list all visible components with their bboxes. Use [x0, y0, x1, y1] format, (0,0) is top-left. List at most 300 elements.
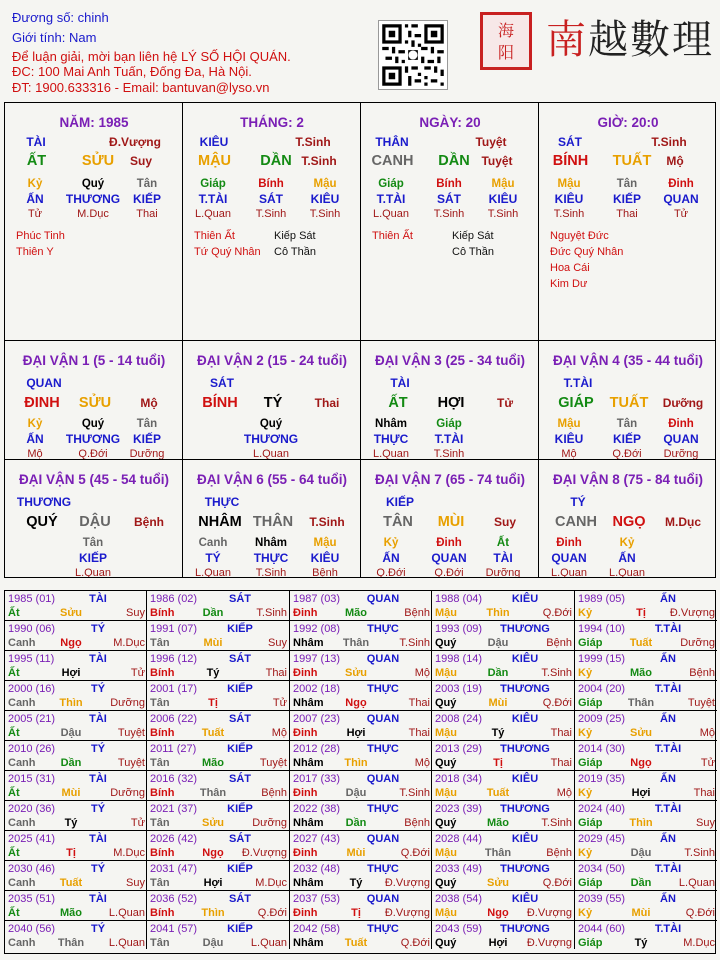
- year-label: 2001 (17): [150, 683, 198, 695]
- year-branch: Tý: [634, 937, 648, 949]
- year-state: Đ.Vượng: [526, 907, 572, 919]
- year-cell: [5, 711, 147, 741]
- dai-van-hidden-state: Q.Đới: [78, 448, 108, 460]
- year-stem: Mậu: [435, 847, 457, 859]
- dai-van-stem: CANH: [555, 514, 597, 530]
- pillar-hidden-ten-god: KIẾP: [132, 192, 161, 206]
- dai-van-branch: SỬU: [78, 395, 112, 411]
- year-ten-god: T.TÀI: [654, 923, 682, 935]
- pillar-hidden-god: THÂN: [375, 135, 409, 149]
- annual-luck-table: [4, 590, 716, 954]
- dai-van-hidden-state: Q.Đới: [434, 567, 464, 577]
- pillar-stem: MẬU: [197, 153, 232, 169]
- year-label: 2015 (31): [8, 773, 56, 785]
- year-branch: Mão: [202, 757, 224, 769]
- dai-van-hidden-stem: Tân: [82, 537, 104, 549]
- dai-van-hidden-stem: Canh: [198, 537, 228, 549]
- pillar-hidden-ten-god: SÁT: [259, 192, 283, 206]
- year-label: 2034 (50): [578, 863, 626, 875]
- svg-text:阳: 阳: [497, 43, 515, 62]
- year-branch: Mão: [60, 907, 82, 919]
- pillar-hidden-state: T.Sinh: [433, 208, 465, 220]
- year-label: 2040 (56): [8, 923, 56, 935]
- year-branch: Hợi: [488, 937, 508, 949]
- year-ten-god: TÀI: [89, 893, 107, 905]
- year-state: L.Quan: [250, 937, 287, 949]
- year-state: Q.Đới: [685, 907, 715, 919]
- year-label: 1987 (03): [293, 593, 341, 605]
- contact-line: Để luận giải, mời bạn liên hệ LÝ SỐ HỘI QUÁN.: [12, 49, 291, 64]
- year-label: 2003 (19): [435, 683, 483, 695]
- year-cell: [432, 801, 575, 831]
- year-ten-god: KIÊU: [511, 593, 539, 605]
- pillar-hidden-state: T.Sinh: [309, 208, 341, 220]
- year-ten-god: KIÊU: [511, 893, 539, 905]
- year-state: Suy: [126, 607, 145, 619]
- year-cell: [575, 921, 717, 949]
- year-state: T.Sinh: [541, 667, 572, 679]
- year-ten-god: KIẾP: [227, 743, 253, 755]
- year-cell: [575, 741, 717, 771]
- year-cell: [5, 801, 147, 831]
- year-stem: Giáp: [578, 757, 603, 769]
- year-cell: [5, 891, 147, 921]
- year-ten-god: TÝ: [90, 803, 106, 815]
- year-label: 2042 (58): [293, 923, 341, 935]
- year-state: Tuyệt: [117, 727, 145, 739]
- pillar-hidden-ten-god: SÁT: [437, 192, 461, 206]
- pillar-hidden-state: M.Dục: [77, 208, 109, 220]
- year-branch: Tị: [493, 757, 503, 769]
- year-cell: [290, 621, 432, 651]
- pillar-hidden-state: Tử: [27, 208, 43, 220]
- dai-van-branch: MÙI: [437, 514, 465, 530]
- year-state: M.Dục: [255, 877, 287, 889]
- year-ten-god: T.TÀI: [654, 743, 682, 755]
- year-state: T.Sinh: [399, 637, 430, 649]
- dai-van-hidden-stem: Tân: [136, 418, 158, 430]
- year-branch: Dần: [60, 757, 82, 769]
- year-branch: Dần: [630, 877, 652, 889]
- year-state: Bệnh: [261, 787, 287, 799]
- year-branch: Sửu: [201, 817, 225, 829]
- pillar-star: Cô Thần: [274, 246, 316, 258]
- year-label: 2028 (44): [435, 833, 483, 845]
- dai-van-branch: TÝ: [263, 395, 283, 411]
- year-branch: Dậu: [345, 787, 367, 799]
- year-stem: Ất: [8, 607, 20, 619]
- pillar-hidden-state: L.Quan: [194, 208, 232, 220]
- pillar-hidden-state: T.Sinh: [487, 208, 519, 220]
- year-ten-god: KIẾP: [227, 683, 253, 695]
- year-cell: [147, 741, 290, 771]
- year-state: Mộ: [414, 667, 430, 679]
- year-branch: Tuất: [344, 937, 368, 949]
- year-ten-god: T.TÀI: [654, 683, 682, 695]
- dai-van-hidden-stem: Quý: [81, 418, 105, 430]
- year-state: Dưỡng: [252, 817, 287, 829]
- pillar-stem: CANH: [371, 153, 414, 169]
- year-cell: [432, 741, 575, 771]
- dai-van-cell: [361, 460, 539, 577]
- dai-van-state: Tử: [496, 396, 514, 410]
- dai-van-hidden-state: T.Sinh: [255, 567, 287, 577]
- year-stem: Kỷ: [578, 607, 593, 619]
- year-cell: [147, 801, 290, 831]
- year-ten-god: KIÊU: [511, 773, 539, 785]
- dai-van-stem: QUÝ: [26, 514, 58, 530]
- dai-van-title: ĐẠI VẬN 3 (25 - 34 tuổi): [374, 353, 526, 368]
- year-cell: [5, 651, 147, 681]
- dai-van-stem: GIÁP: [558, 395, 594, 411]
- pillar-hidden-ten-god: KIÊU: [310, 192, 340, 206]
- dai-van-ten-god: THỰC: [204, 495, 240, 509]
- year-label: 2023 (39): [435, 803, 483, 815]
- dai-van-hidden-ten-god: QUAN: [431, 551, 467, 565]
- dai-van-title: ĐẠI VẬN 6 (55 - 64 tuổi): [196, 472, 348, 487]
- year-stem: Kỷ: [578, 667, 593, 679]
- year-state: Q.Đới: [257, 907, 287, 919]
- dai-van-hidden-stem: Nhâm: [375, 418, 407, 430]
- dai-van-cell: [5, 341, 183, 460]
- year-stem: Đinh: [293, 727, 318, 739]
- pillar-hidden-stem: Mậu: [313, 178, 337, 190]
- dai-van-ten-god: THƯƠNG: [16, 495, 72, 509]
- year-state: T.Sinh: [541, 817, 572, 829]
- year-state: Dưỡng: [110, 787, 145, 799]
- year-state: Bệnh: [404, 607, 430, 619]
- year-branch: Thìn: [629, 817, 653, 829]
- year-branch: Hợi: [346, 727, 366, 739]
- year-ten-god: SÁT: [229, 653, 251, 665]
- year-label: 2013 (29): [435, 743, 483, 755]
- year-branch: Mùi: [631, 907, 651, 919]
- year-label: 2038 (54): [435, 893, 483, 905]
- year-ten-god: QUAN: [366, 653, 400, 665]
- dai-van-hidden-ten-god: KIẾP: [612, 432, 641, 446]
- year-label: 1998 (14): [435, 653, 483, 665]
- dai-van-hidden-stem: Kỷ: [27, 418, 43, 430]
- year-branch: Mùi: [346, 847, 366, 859]
- year-branch: Ngọ: [345, 697, 367, 709]
- dai-van-cell: [183, 341, 361, 460]
- pillar-title: GIỜ: 20:0: [597, 115, 659, 130]
- pillar-stem: ẤT: [26, 153, 47, 169]
- year-stem: Nhâm: [293, 757, 324, 769]
- year-stem: Tân: [150, 637, 170, 649]
- year-cell: [290, 771, 432, 801]
- year-cell: [5, 591, 147, 621]
- dai-van-hidden-stem: Kỷ: [619, 537, 635, 549]
- year-cell: [147, 651, 290, 681]
- dai-van-hidden-stem: Kỷ: [383, 537, 399, 549]
- year-state: T.Sinh: [256, 607, 287, 619]
- dai-van-hidden-stem: Tân: [616, 418, 638, 430]
- year-label: 2007 (23): [293, 713, 341, 725]
- year-cell: [290, 921, 432, 949]
- year-ten-god: ẤN: [660, 893, 676, 905]
- dai-van-hidden-state: Mộ: [561, 448, 577, 460]
- pillar-hidden-god: KIÊU: [199, 135, 229, 149]
- dai-van-hidden-ten-god: THƯƠNG: [65, 432, 121, 446]
- brand-logo: [546, 16, 714, 64]
- dai-van-hidden-state: Mộ: [27, 448, 43, 460]
- pillar-star: Phúc Tinh: [16, 230, 65, 242]
- pillar-star: Kim Dư: [550, 278, 588, 290]
- dai-van-stem: TÂN: [383, 514, 413, 530]
- pillar-hidden-god: TÀI: [26, 135, 46, 149]
- year-label: 2020 (36): [8, 803, 56, 815]
- year-ten-god: TÝ: [90, 623, 106, 635]
- year-label: 2025 (41): [8, 833, 56, 845]
- year-stem: Bính: [150, 607, 175, 619]
- year-branch: Hợi: [203, 877, 223, 889]
- year-branch: Dậu: [60, 727, 82, 739]
- year-stem: Tân: [150, 937, 170, 949]
- dai-van-hidden-stem: Nhâm: [255, 537, 287, 549]
- year-state: Đ.Vượng: [669, 607, 715, 619]
- dai-van-hidden-ten-god: KIÊU: [554, 432, 584, 446]
- year-cell: [147, 921, 290, 949]
- year-cell: [147, 621, 290, 651]
- year-state: Tuyệt: [687, 697, 715, 709]
- year-ten-god: SÁT: [229, 713, 251, 725]
- year-label: 1989 (05): [578, 593, 626, 605]
- pillar-branch-state: T.Sinh: [301, 154, 337, 168]
- year-label: 1988 (04): [435, 593, 483, 605]
- year-state: Bệnh: [546, 637, 572, 649]
- year-stem: Quý: [435, 817, 457, 829]
- dai-van-hidden-ten-god: KIÊU: [310, 551, 340, 565]
- year-label: 2009 (25): [578, 713, 626, 725]
- pillar-hidden-stem: Kỷ: [27, 178, 43, 190]
- brand-first-char: 南: [546, 17, 588, 63]
- pillar-hidden-stem: Mậu: [491, 178, 515, 190]
- year-label: 1985 (01): [8, 593, 56, 605]
- year-state: Mộ: [556, 787, 572, 799]
- year-stem: Quý: [435, 637, 457, 649]
- year-cell: [290, 831, 432, 861]
- year-state: Q.Đới: [542, 697, 572, 709]
- pillar-star: Kiếp Sát: [274, 230, 316, 242]
- year-state: Thai: [408, 697, 430, 709]
- year-ten-god: KIÊU: [511, 713, 539, 725]
- year-cell: [432, 621, 575, 651]
- year-label: 2043 (59): [435, 923, 483, 935]
- year-label: 2039 (55): [578, 893, 626, 905]
- year-cell: [290, 591, 432, 621]
- year-state: Mộ: [271, 727, 287, 739]
- year-stem: Canh: [8, 877, 36, 889]
- pillar-branch-state: Mộ: [666, 154, 684, 168]
- year-ten-god: ẤN: [660, 833, 676, 845]
- pillar-hidden-state: T.Sinh: [255, 208, 287, 220]
- year-branch: Thìn: [201, 907, 225, 919]
- dai-van-hidden-stem: Quý: [259, 418, 283, 430]
- dai-van-title: ĐẠI VẬN 8 (75 - 84 tuổi): [552, 472, 704, 487]
- year-branch: Mùi: [61, 787, 81, 799]
- year-stem: Giáp: [578, 697, 603, 709]
- pillar-branch: TUẤT: [612, 153, 652, 169]
- year-stem: Mậu: [435, 787, 457, 799]
- year-cell: [290, 891, 432, 921]
- pillar-hidden-stem: Bính: [436, 178, 462, 190]
- year-state: Dưỡng: [110, 697, 145, 709]
- year-label: 2033 (49): [435, 863, 483, 875]
- year-cell: [5, 861, 147, 891]
- year-state: Thai: [550, 727, 572, 739]
- year-ten-god: THỰC: [367, 923, 399, 935]
- dai-van-hidden-ten-god: THỰC: [373, 432, 409, 446]
- year-stem: Canh: [8, 697, 36, 709]
- dai-van-hidden-state: L.Quan: [608, 567, 646, 577]
- year-stem: Mậu: [435, 667, 457, 679]
- year-stem: Canh: [8, 637, 36, 649]
- year-stem: Đinh: [293, 787, 318, 799]
- year-branch: Mùi: [203, 637, 223, 649]
- dai-van-state: Dưỡng: [662, 396, 704, 410]
- year-label: 1996 (12): [150, 653, 198, 665]
- year-cell: [5, 741, 147, 771]
- year-cell: [575, 711, 717, 741]
- dai-van-hidden-ten-god: ẤN: [382, 551, 400, 565]
- year-branch: Tuất: [629, 637, 653, 649]
- year-ten-god: QUAN: [366, 893, 400, 905]
- dai-van-state: Mộ: [140, 396, 158, 410]
- pillar-star: Cô Thần: [452, 246, 494, 258]
- year-stem: Ất: [8, 727, 20, 739]
- year-cell: [5, 681, 147, 711]
- pillar-star: Thiên Y: [16, 246, 54, 258]
- year-branch: Mão: [487, 817, 509, 829]
- year-state: Đ.Vượng: [384, 907, 430, 919]
- year-ten-god: THỰC: [367, 683, 399, 695]
- year-state: Mộ: [414, 757, 430, 769]
- pillar-star: Tứ Quý Nhân: [194, 246, 261, 258]
- year-branch: Tị: [636, 607, 646, 619]
- dai-van-stem: NHÂM: [198, 514, 242, 530]
- year-state: Q.Đới: [542, 877, 572, 889]
- year-branch: Tị: [351, 907, 361, 919]
- year-state: Tử: [700, 757, 715, 769]
- dai-van-hidden-state: Bệnh: [312, 567, 338, 577]
- gioi-tinh-line: Giới tính: Nam: [12, 30, 97, 45]
- year-state: L.Quan: [678, 877, 715, 889]
- year-stem: Đinh: [293, 607, 318, 619]
- dai-van-cell: [5, 460, 183, 577]
- dai-van-branch: DẬU: [79, 514, 111, 530]
- dai-van-ten-god: KIẾP: [385, 495, 414, 509]
- dai-van-ten-god: TÀI: [390, 376, 410, 390]
- dai-van-hidden-state: Dưỡng: [485, 567, 521, 577]
- year-label: 2006 (22): [150, 713, 198, 725]
- pillar-star: Thiên Ất: [194, 230, 235, 242]
- year-stem: Bính: [150, 727, 175, 739]
- year-stem: Canh: [8, 757, 36, 769]
- year-stem: Giáp: [578, 937, 603, 949]
- year-stem: Kỷ: [578, 727, 593, 739]
- year-stem: Nhâm: [293, 817, 324, 829]
- year-ten-god: THƯƠNG: [500, 923, 550, 935]
- pillar-title: NĂM: 1985: [59, 115, 129, 130]
- dai-van-stem: BÍNH: [202, 395, 238, 411]
- year-stem: Mậu: [435, 907, 457, 919]
- year-ten-god: THỰC: [367, 863, 399, 875]
- brand-rest: 越數理: [588, 17, 714, 63]
- pillar-star: Thiên Ất: [372, 230, 413, 242]
- year-branch: Thìn: [486, 607, 510, 619]
- year-ten-god: KIẾP: [227, 803, 253, 815]
- year-stem: Đinh: [293, 907, 318, 919]
- dai-van-hidden-state: Q.Đới: [376, 567, 406, 577]
- pillar-title: NGÀY: 20: [419, 115, 481, 130]
- year-stem: Nhâm: [293, 697, 324, 709]
- dai-van-hidden-stem: Đinh: [668, 418, 694, 430]
- year-stem: Bính: [150, 787, 175, 799]
- year-ten-god: THƯƠNG: [500, 683, 550, 695]
- year-cell: [432, 771, 575, 801]
- year-label: 2019 (35): [578, 773, 626, 785]
- year-label: 2014 (30): [578, 743, 626, 755]
- dai-van-stem: ẤT: [388, 395, 408, 411]
- pillar-main-state: T.Sinh: [651, 135, 687, 149]
- dai-van-state: T.Sinh: [309, 515, 345, 529]
- year-ten-god: THỰC: [367, 803, 399, 815]
- dai-van-ten-god: QUAN: [26, 376, 62, 390]
- year-state: Q.Đới: [542, 607, 572, 619]
- year-ten-god: THƯƠNG: [500, 863, 550, 875]
- year-branch: Ngọ: [630, 757, 652, 769]
- dai-van-hidden-state: L.Quan: [252, 448, 290, 460]
- dai-van-hidden-stem: Giáp: [436, 418, 462, 430]
- year-stem: Ất: [8, 787, 20, 799]
- year-branch: Tuất: [201, 727, 225, 739]
- year-branch: Sửu: [59, 607, 83, 619]
- year-ten-god: TÀI: [89, 713, 107, 725]
- dai-van-hidden-state: Dưỡng: [129, 448, 165, 460]
- dai-van-hidden-ten-god: TÝ: [205, 551, 221, 565]
- pillar-main-state: T.Sinh: [295, 135, 331, 149]
- year-branch: Tý: [206, 667, 220, 679]
- year-ten-god: ẤN: [660, 593, 676, 605]
- year-branch: Dậu: [487, 637, 509, 649]
- dai-van-hidden-ten-god: THƯƠNG: [243, 432, 299, 446]
- year-branch: Sửu: [629, 727, 653, 739]
- year-stem: Ất: [8, 907, 20, 919]
- year-label: 2017 (33): [293, 773, 341, 785]
- year-cell: [147, 861, 290, 891]
- year-label: 2044 (60): [578, 923, 626, 935]
- dai-van-ten-god: SÁT: [210, 376, 234, 390]
- year-label: 2010 (26): [8, 743, 56, 755]
- pillar-hidden-ten-god: KIẾP: [612, 192, 641, 206]
- pillar-hidden-stem: Bính: [258, 178, 284, 190]
- year-label: 1995 (11): [8, 653, 55, 665]
- year-ten-god: THỰC: [367, 743, 399, 755]
- year-branch: Thân: [627, 697, 655, 709]
- year-cell: [290, 741, 432, 771]
- pillar-main-state: Đ.Vượng: [109, 135, 161, 149]
- year-cell: [147, 591, 290, 621]
- year-cell: [147, 891, 290, 921]
- dai-van-state: Suy: [493, 515, 516, 529]
- year-label: 2036 (52): [150, 893, 198, 905]
- year-ten-god: KIÊU: [511, 833, 539, 845]
- year-ten-god: SÁT: [229, 893, 251, 905]
- dai-van-hidden-ten-god: KIẾP: [78, 551, 107, 565]
- four-pillars-grid: [4, 102, 716, 578]
- year-branch: Thân: [57, 937, 85, 949]
